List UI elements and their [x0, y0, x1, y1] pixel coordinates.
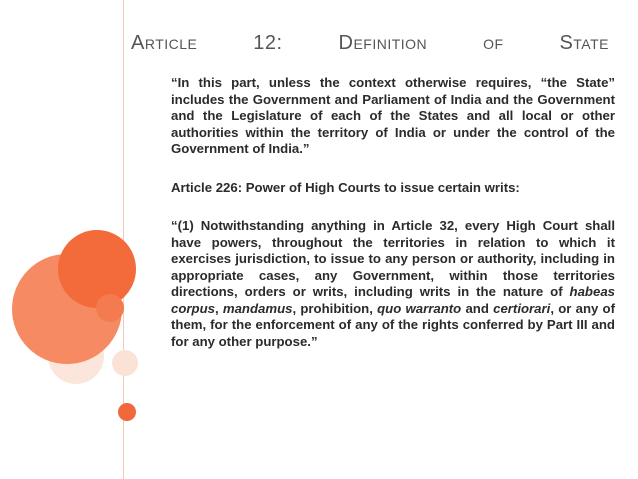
title-word: Article — [131, 32, 198, 54]
quote-text: and — [461, 300, 494, 316]
slide-body — [171, 75, 615, 350]
title-word: Definition — [338, 32, 428, 54]
article-226-quote — [171, 218, 615, 350]
decorative-circle-tiny-pale — [112, 350, 138, 376]
quote-text: , — [214, 300, 223, 316]
decorative-circle-medium — [58, 230, 136, 308]
title-word: 12: — [253, 32, 283, 54]
writ-certiorari: certiorari — [493, 300, 551, 316]
slide-title — [131, 32, 609, 55]
decorative-circle-small — [96, 294, 124, 322]
quote-text: “(1) Notwithstanding anything in Article 32, every High Court shall have powers, throughout the territories in relation to which it exercises jurisdiction, to issue to any person or authority, including in appropriate cases, any Government, within those territories directions, orders or writs, including writs in the nature of — [171, 218, 615, 299]
title-word: of — [483, 32, 504, 54]
quote-text: , or any of them, for the enforcement of any of the rights conferred by Part III and for any other purpose.” — [171, 300, 616, 349]
article-12-quote: “In this part, unless the context otherwise requires, “the State” includes the Government and Parliament of India and the Government and the Legislature of each of the States and all local or other authorities within the territory of India or under the control of the Government of India.” — [171, 75, 615, 156]
quote-text: , prohibition, — [292, 300, 378, 316]
writ-quo-warranto: quo warranto — [377, 300, 462, 316]
writ-habeas-corpus: habeas corpus — [171, 284, 615, 316]
writ-mandamus: mandamus — [222, 300, 293, 316]
decorative-circle-tiny — [118, 403, 136, 421]
title-word: State — [559, 32, 609, 54]
article-226-heading: Article 226: Power of High Courts to issue certain writs: — [171, 179, 520, 195]
